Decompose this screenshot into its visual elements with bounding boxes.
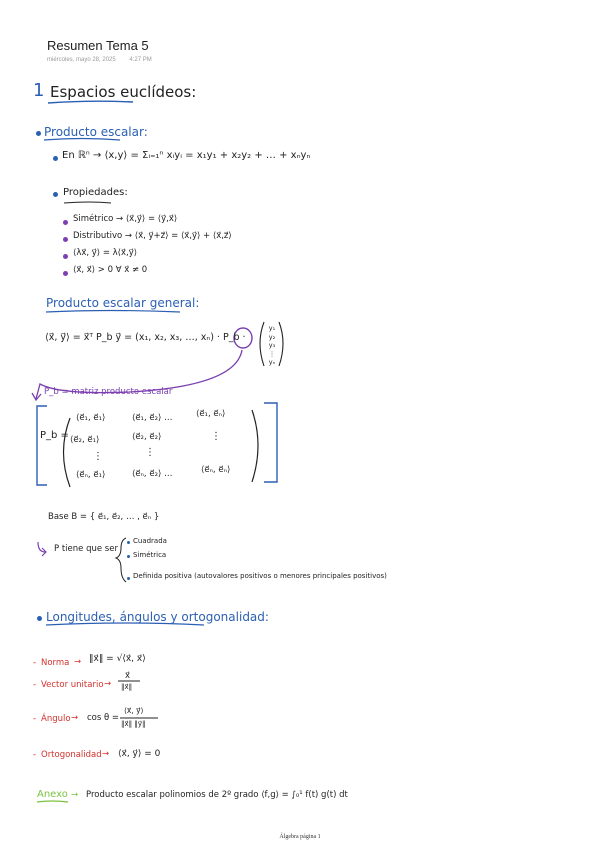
matrix-bracket-left — [37, 406, 47, 485]
underline-general — [46, 311, 180, 313]
colvec-y3: y₃ — [268, 341, 276, 349]
cond-definida-positiva: Definida positiva (autovalores positivos o menores principales positivos) — [133, 572, 387, 580]
unitario-den: ‖x⃗‖ — [121, 683, 133, 691]
bullet-longitudes — [37, 616, 42, 621]
matrix-r1c2: ⟨e⃗₁, e⃗₂⟩ … — [132, 413, 173, 423]
dash-angulo: - — [33, 714, 37, 724]
matrix-r3c1: ⋮ — [93, 451, 103, 462]
matrix-r4c3: ⟨e⃗ₙ, e⃗ₙ⟩ — [201, 465, 231, 475]
page-title: Resumen Tema 5 — [47, 38, 149, 53]
bullet-cond2 — [127, 555, 130, 558]
column-vector — [266, 324, 278, 367]
producto-general-heading: Producto escalar general: — [46, 296, 200, 310]
cond-simetrica: Simétrica — [133, 551, 167, 559]
colvec-paren-right — [279, 322, 283, 366]
definition-line: En ℝⁿ → ⟨x,y⟩ = Σᵢ₌₁ⁿ xᵢyᵢ = x₁y₁ + x₂y₂ + … + xₙyₙ — [62, 150, 311, 161]
matrix-r2c2: ⟨e⃗₂, e⃗₂⟩ — [132, 432, 162, 442]
colvec-paren-left — [260, 322, 264, 366]
underline-espacios — [48, 101, 133, 103]
propiedades-heading: Propiedades: — [63, 187, 128, 198]
matrix-paren-right — [252, 410, 258, 482]
base-line: Base B = { e⃗₁, e⃗₂, … , e⃗ₙ } — [48, 512, 160, 522]
dash-ortogonalidad: - — [33, 750, 37, 760]
angulo-den: ‖x⃗‖ ‖y⃗‖ — [121, 720, 146, 728]
underline-anexo — [37, 801, 68, 802]
ortogonalidad-label: Ortogonalidad — [41, 750, 102, 760]
prop-simetrico: Simétrico → ⟨x⃗,y⃗⟩ = ⟨y⃗,x⃗⟩ — [73, 214, 178, 224]
colvec-dots: ⋮ — [268, 349, 276, 358]
bullet-definition — [53, 156, 58, 161]
dash-norma: - — [33, 658, 37, 668]
bullet-producto — [36, 131, 41, 136]
ortogonalidad-equation: ⟨x⃗, y⃗⟩ = 0 — [118, 749, 161, 759]
prop-lambda: ⟨λx⃗, y⃗⟩ = λ⟨x⃗,y⃗⟩ — [73, 248, 138, 258]
bullet-propiedades — [53, 192, 58, 197]
norma-arrow: → — [74, 657, 82, 667]
matrix-r4c1: ⟨e⃗ₙ, e⃗₁⟩ — [76, 470, 106, 480]
norma-equation: ‖x⃗‖ = √⟨x⃗, x⃗⟩ — [89, 654, 146, 664]
angulo-label: Ángulo — [41, 714, 71, 724]
underline-propiedades — [64, 202, 111, 203]
prop-positivo: ⟨x⃗, x⃗⟩ > 0 ∀ x⃗ ≠ 0 — [73, 265, 148, 275]
bullet-prop4 — [63, 271, 68, 276]
angulo-arrow: → — [71, 713, 79, 723]
angulo-lhs: cos θ = — [87, 713, 120, 723]
bullet-cond3 — [127, 577, 130, 580]
section-heading: Espacios euclídeos: — [50, 83, 197, 101]
page-time: 4:27 PM — [129, 57, 152, 63]
dash-unitario: - — [33, 680, 37, 690]
page-date: miércoles, mayo 28, 2025 — [47, 57, 116, 63]
colvec-y2: y₂ — [268, 332, 276, 341]
anexo-text: Producto escalar polinomios de 2º grado ⟨f,g⟩ = ∫₀¹ f(t) g(t) dt — [86, 790, 348, 800]
bullet-prop1 — [63, 220, 68, 225]
page-footer: Álgebra página 1 — [279, 834, 321, 840]
colvec-y1: y₁ — [268, 324, 276, 332]
pb-definition: P_b = matriz producto escalar — [44, 387, 173, 397]
anexo-arrow: → — [71, 790, 79, 800]
unitario-num: x⃗ — [125, 671, 131, 681]
pb-label: P_b = — [40, 430, 69, 441]
ortogonalidad-arrow: → — [102, 749, 110, 759]
p-must-be: P tiene que ser — [54, 544, 118, 554]
matrix-r2c3: ⋮ — [211, 431, 221, 442]
matrix-bracket-right — [264, 403, 277, 482]
section-number: 1 — [33, 80, 45, 101]
matrix-paren-left — [64, 418, 71, 487]
cond-cuadrada: Cuadrada — [133, 537, 167, 545]
general-equation: ⟨x⃗, y⃗⟩ = x⃗ᵀ P_b y⃗ = (x₁, x₂, x₃, …, xₙ) · P_b · — [45, 332, 246, 343]
prop-distributivo: Distributivo → ⟨x⃗, y⃗+z⃗⟩ = ⟨x⃗,y⃗⟩ + ⟨x⃗,z⃗⟩ — [73, 231, 232, 241]
longitudes-heading: Longitudes, ángulos y ortogonalidad: — [46, 610, 269, 624]
norma-label: Norma — [41, 658, 70, 668]
angulo-num: ⟨x⃗, y⃗⟩ — [124, 706, 144, 715]
unitario-label: Vector unitario — [41, 680, 104, 690]
bullet-prop3 — [63, 254, 68, 259]
matrix-r3c2: ⋮ — [145, 447, 155, 458]
unitario-arrow: → — [104, 679, 112, 689]
anexo-label: Anexo — [37, 789, 68, 800]
matrix-r2c1: ⟨e⃗₂, e⃗₁⟩ — [70, 435, 100, 445]
bullet-prop2 — [63, 237, 68, 242]
colvec-yn: yₙ — [268, 358, 276, 366]
bullet-cond1 — [127, 541, 130, 544]
matrix-r1c3: ⟨e⃗₁, e⃗ₙ⟩ — [196, 409, 226, 419]
matrix-r4c2: ⟨e⃗ₙ, e⃗₂⟩ … — [132, 469, 173, 479]
matrix-r1c1: ⟨e⃗₁, e⃗₁⟩ — [76, 413, 106, 423]
producto-escalar-heading: Producto escalar: — [44, 125, 148, 139]
